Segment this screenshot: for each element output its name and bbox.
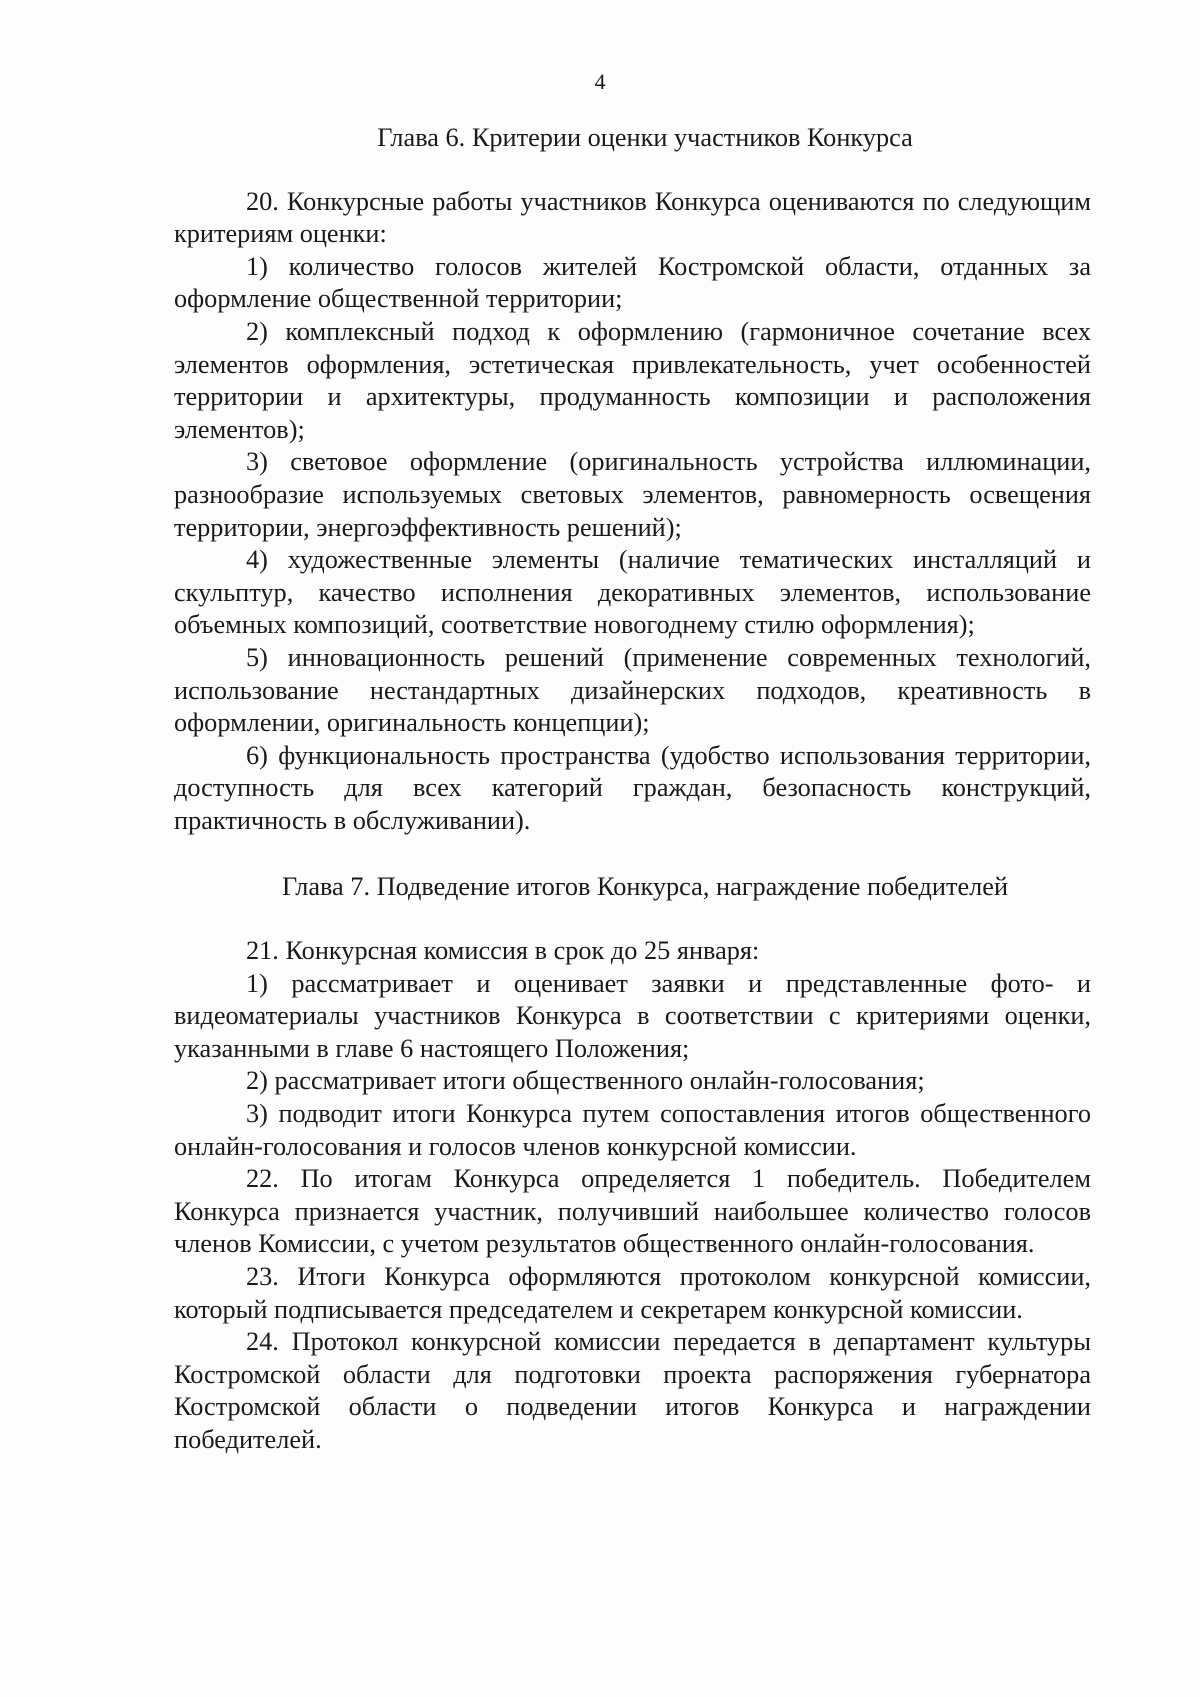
paragraph-22: 22. По итогам Конкурса определяется 1 победитель. Победителем Конкурса признается участник, получивший наибольшее количество голосов членов Комиссии, с учетом результатов общественного онлайн-голосования. [174,1164,1091,1259]
page-number: 4 [594,69,606,94]
criterion-3: 3) световое оформление (оригинальность устройства иллюминации, разнообразие используемых световых элементов, равномерность освещения территории, энергоэффективность решений); [174,447,1091,542]
paragraph-21-item-1: 1) рассматривает и оценивает заявки и представленные фото- и видеоматериалы участников Конкурса в соответствии с критериями оценки, указанными в главе 6 настоящего Положения; [174,968,1091,1063]
spacer [174,155,1091,186]
spacer [174,837,1091,871]
paragraph-20: 20. Конкурсные работы участников Конкурса оцениваются по следующим критериям оценки: [174,186,1091,249]
paragraph-21: 21. Конкурсная комиссия в срок до 25 января: [246,936,760,966]
document-body [174,122,1091,1457]
criterion-4: 4) художественные элементы (наличие тематических инсталляций и скульптур, качество исполнения декоративных элементов, использование объемных композиций, соответствие новогоднему стилю оформления); [174,545,1091,640]
chapter-7-title: Глава 7. Подведение итогов Конкурса, награждение победителей [281,872,1009,902]
criterion-1: 1) количество голосов жителей Костромской области, отданных за оформление общественной территории; [174,251,1091,314]
criterion-6: 6) функциональность пространства (удобство использования территории, доступность для всех категорий граждан, безопасность конструкций, практичность в обслуживании). [174,740,1091,835]
paragraph-24: 24. Протокол конкурсной комиссии передается в департамент культуры Костромской области для подготовки проекта распоряжения губернатора Костромской области о подведении итогов Конкурса и награждении победителей. [174,1327,1091,1454]
chapter-6-title: Глава 6. Критерии оценки участников Конкурса [377,123,913,152]
criterion-5: 5) инновационность решений (применение современных технологий, использование нестандартных дизайнерских подходов, креативность в оформлении, оригинальность концепции); [174,642,1091,738]
paragraph-21-item-2: 2) рассматривает итоги общественного онлайн-голосования; [246,1066,925,1096]
criterion-2: 2) комплексный подход к оформлению (гармоничное сочетание всех элементов оформления, эстетическая привлекательность, учет особенностей территории и архитектуры, продуманность композиции и расположения элементов); [174,316,1091,444]
paragraph-21-item-3: 3) подводит итоги Конкурса путем сопоставления итогов общественного онлайн-голосования и голосов членов конкурсной комиссии. [174,1099,1091,1161]
spacer [174,904,1091,935]
paragraph-23: 23. Итоги Конкурса оформляются протоколом конкурсной комиссии, который подписывается председателем и секретарем конкурсной комиссии. [174,1262,1091,1324]
